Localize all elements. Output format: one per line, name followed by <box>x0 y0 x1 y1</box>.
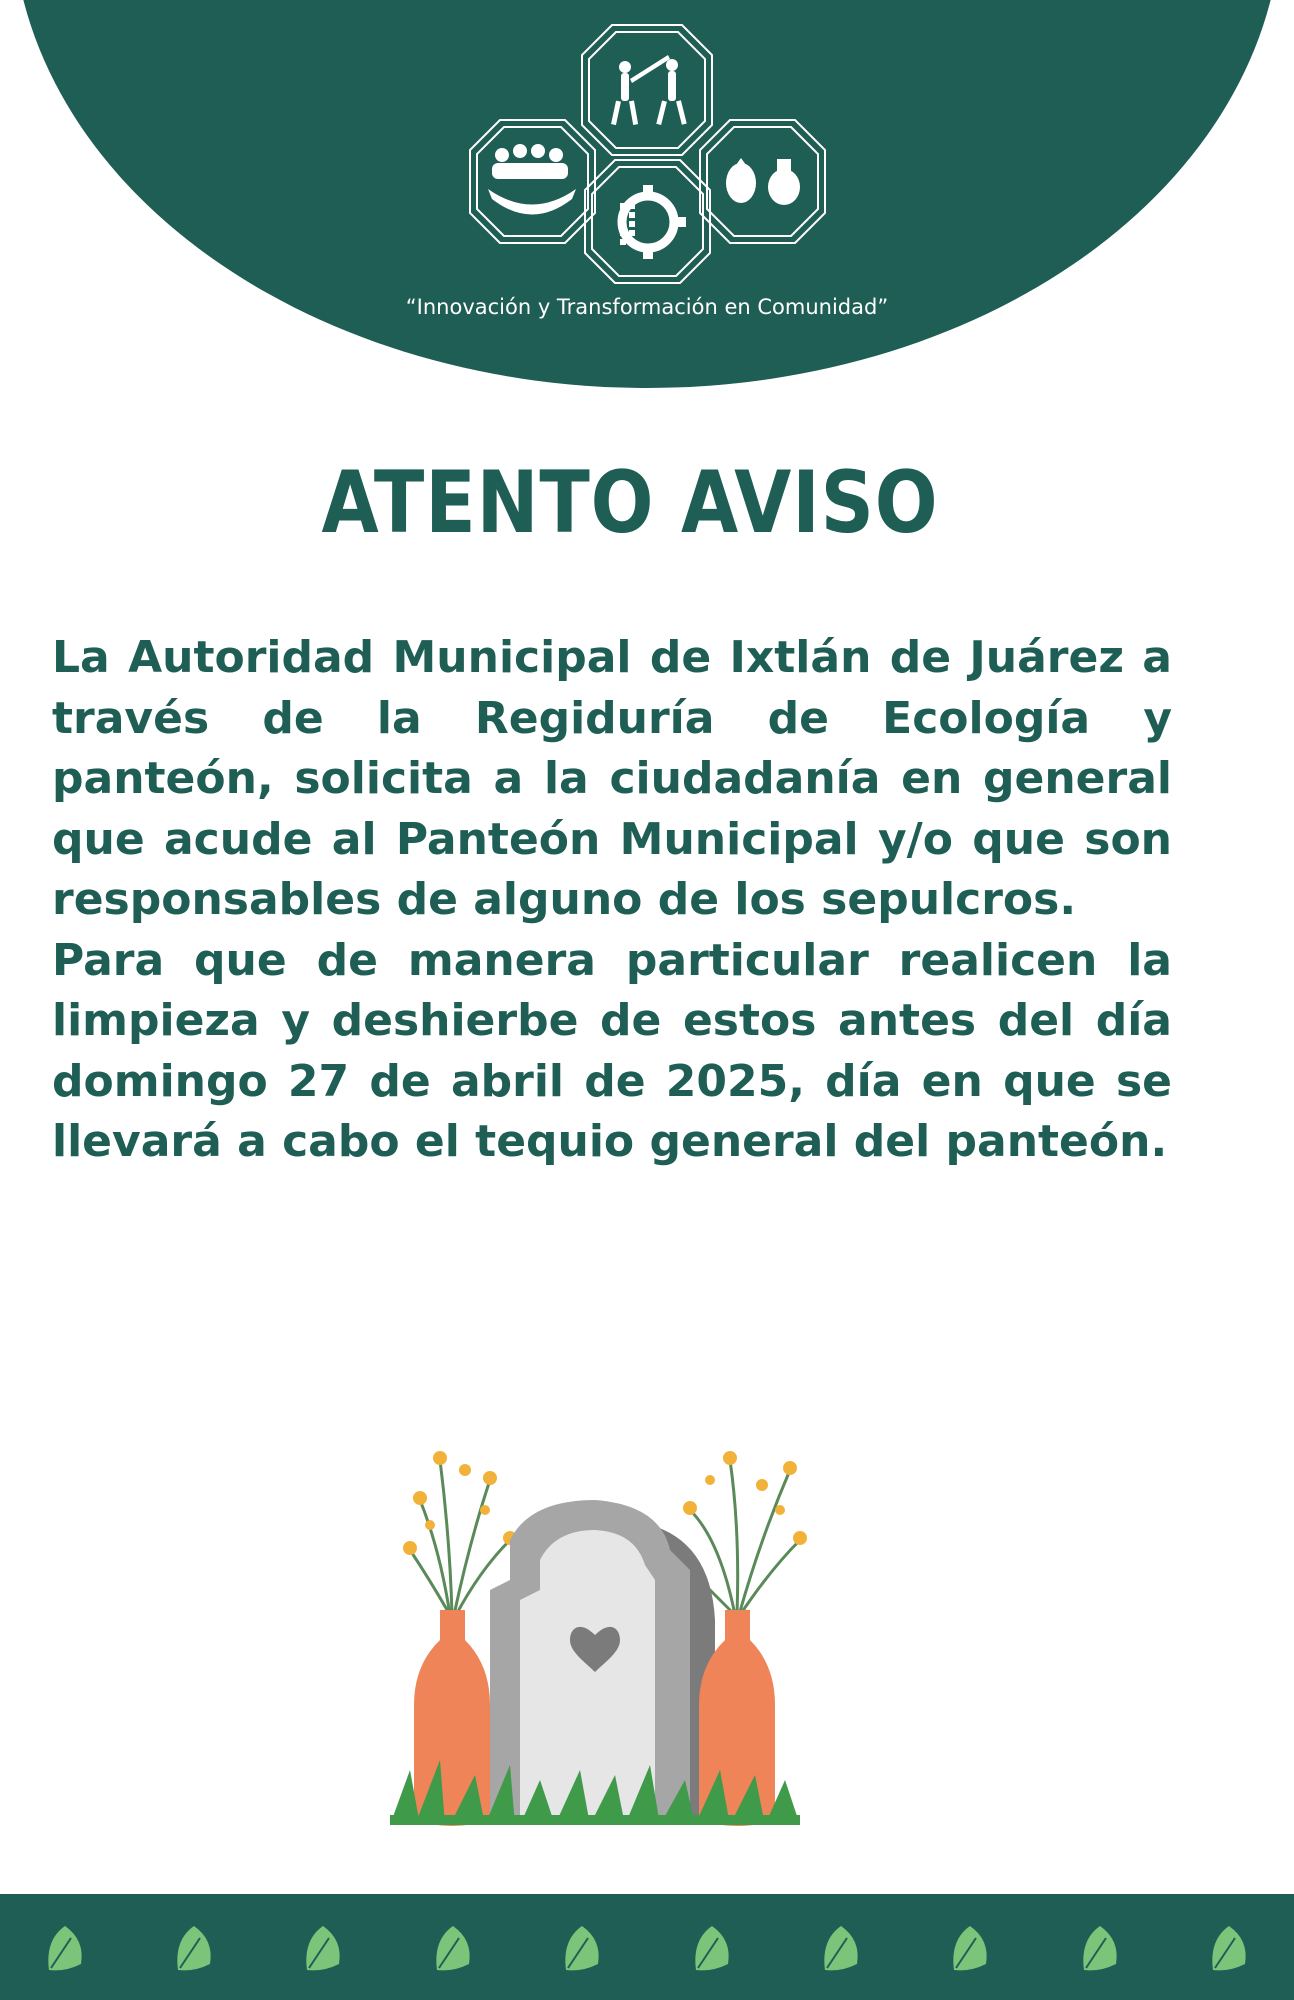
footer-band <box>0 1894 1294 2000</box>
tombstone-with-flower-vases-icon <box>390 1430 870 1830</box>
notice-title: ATENTO AVISO <box>321 453 939 553</box>
leaf-icon <box>429 1920 477 1974</box>
notice-paragraph-1: La Autoridad Municipal de Ixtlán de Juárez a través de la Regiduría de Ecología y panteón, solicita a la ciudadanía en general que acude al Panteón Municipal y/o que son responsables de alguno de los sepulcros. <box>52 632 1172 925</box>
municipal-octagon-emblem-icon <box>440 15 854 290</box>
header <box>0 0 1294 400</box>
leaf-icon <box>558 1920 606 1974</box>
leaf-icon <box>1205 1920 1253 1974</box>
leaf-icon <box>41 1920 89 1974</box>
leaf-icon <box>688 1920 736 1974</box>
notice-paragraph-2: Para que de manera particular realicen la limpieza y deshierbe de estos antes del día domingo 27 de abril de 2025, día en que se llevará a cabo el tequio general del panteón. <box>52 934 1172 1167</box>
leaf-icon <box>1076 1920 1124 1974</box>
leaf-icon <box>299 1920 347 1974</box>
leaf-icon <box>946 1920 994 1974</box>
leaf-icon <box>170 1920 218 1974</box>
leaf-icon <box>817 1920 865 1974</box>
notice-body <box>52 628 1172 1173</box>
motto-text: “Innovación y Transformación en Comunidad” <box>405 295 889 319</box>
